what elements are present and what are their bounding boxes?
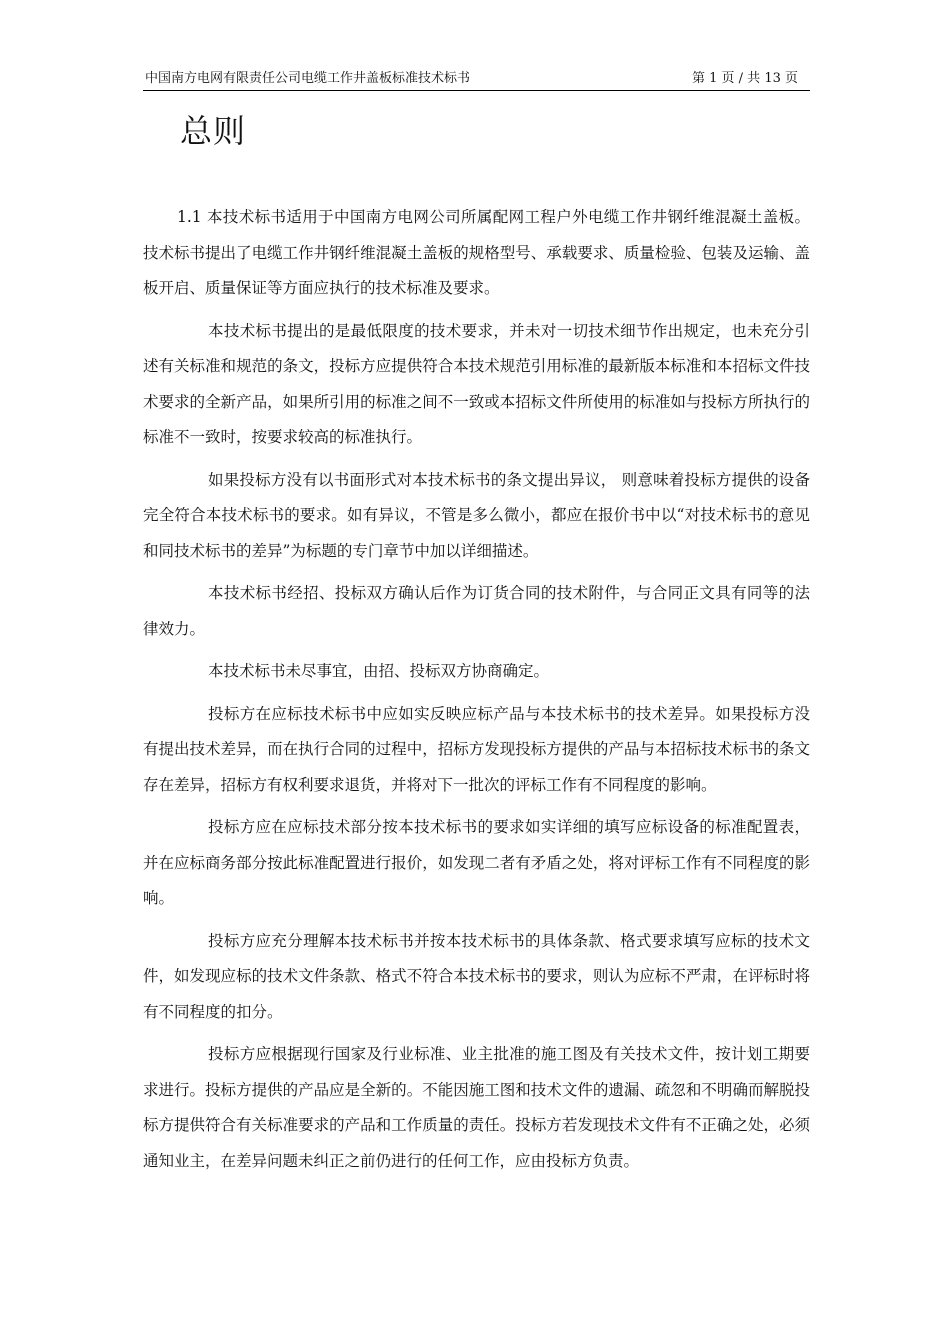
paragraph-2: 本技术标书提出的是最低限度的技术要求，并未对一切技术细节作出规定，也未充分引述有关标准和规范的条文，投标方应提供符合本技术规范引用标准的最新版本标准和本招标文件技术要求的全新产品，如果所引用的标准之间不一致或本招标文件所使用的标准如与投标方所执行的标准不一致时，按要求较高的标准执行。 — [143, 321, 810, 446]
header-page-number: 第 1 页 / 共 13 页 — [692, 71, 798, 86]
header-title: 中国南方电网有限责任公司电缆工作井盖板标准技术标书 — [145, 71, 471, 86]
paragraph-3: 如果投标方没有以书面形式对本技术标书的条文提出异议， 则意味着投标方提供的设备完全符合本技术标书的要求。如有异议，不管是多么微小，都应在报价书中以“对技术标书的意见和同技术标书的差异”为标题的专门章节中加以详细描述。 — [143, 470, 810, 560]
paragraph-1: 1.1 本技术标书适用于中国南方电网公司所属配网工程户外电缆工作井钢纤维混凝土盖板。技术标书提出了电缆工作井钢纤维混凝土盖板的规格型号、承载要求、质量检验、包装及运输、盖板开启、质量保证等方面应执行的技术标准及要求。 — [143, 208, 810, 297]
section-title: 总则 — [180, 112, 247, 150]
paragraph-9: 投标方应根据现行国家及行业标准、业主批准的施工图及有关技术文件，按计划工期要求进行。投标方提供的产品应是全新的。不能因施工图和技术文件的遗漏、疏忽和不明确而解脱投标方提供符合有关标准要求的产品和工作质量的责任。投标方若发现技术文件有不正确之处，必须通知业主，在差异问题未纠正之前仍进行的任何工作，应由投标方负责。 — [143, 1045, 810, 1170]
page-header — [143, 70, 810, 91]
document-body — [143, 200, 810, 1186]
paragraph-6: 投标方在应标技术标书中应如实反映应标产品与本技术标书的技术差异。如果投标方没有提出技术差异，而在执行合同的过程中，招标方发现投标方提供的产品与本招标技术标书的条文存在差异，招标方有权利要求退货，并将对下一批次的评标工作有不同程度的影响。 — [143, 704, 810, 794]
paragraph-5: 本技术标书未尽事宜，由招、投标双方协商确定。 — [208, 662, 550, 680]
paragraph-7: 投标方应在应标技术部分按本技术标书的要求如实详细的填写应标设备的标准配置表，并在应标商务部分按此标准配置进行报价，如发现二者有矛盾之处，将对评标工作有不同程度的影响。 — [143, 818, 810, 907]
paragraph-8: 投标方应充分理解本技术标书并按本技术标书的具体条款、格式要求填写应标的技术文件，如发现应标的技术文件条款、格式不符合本技术标书的要求，则认为应标不严肃，在评标时将有不同程度的扣分。 — [143, 931, 810, 1021]
paragraph-4: 本技术标书经招、投标双方确认后作为订货合同的技术附件，与合同正文具有同等的法律效力。 — [143, 584, 810, 638]
